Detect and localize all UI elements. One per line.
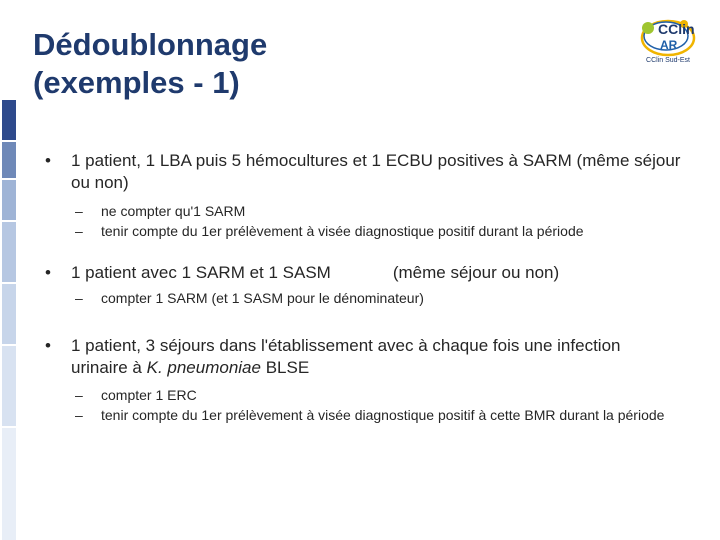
bullet-text-part: 1 patient avec 1 SARM et 1 SASM: [71, 263, 331, 282]
slide-title: [33, 26, 593, 102]
sub-symbol: –: [75, 203, 83, 219]
stripe-segment: [2, 346, 16, 426]
sub-text: compter 1 SARM (et 1 SASM pour le dénominateur): [101, 290, 424, 306]
logo-sub-mark: AR: [660, 38, 678, 52]
title-line-1: Dédoublonnage: [33, 27, 268, 62]
sub-text: ne compter qu'1 SARM: [101, 203, 246, 219]
bullet-symbol: •: [45, 151, 51, 170]
bullet-text-part: 1 patient, 3 séjours dans l'établissement avec à chaque fois une infection urinaire à: [71, 336, 621, 377]
stripe-segment: [2, 142, 16, 178]
sub-text: tenir compte du 1er prélèvement à visée diagnostique positif à cette BMR durant la période: [101, 407, 665, 423]
bullet-text-part: BLSE: [265, 358, 310, 377]
title-line-2: (exemples - 1): [33, 65, 240, 100]
sub-text: tenir compte du 1er prélèvement à visée diagnostique positif durant la période: [101, 223, 584, 239]
stripe-segment: [2, 100, 16, 140]
stripe-segment: [2, 180, 16, 220]
bullet-symbol: •: [45, 336, 51, 355]
bullet-text: [71, 262, 681, 284]
sub-text: compter 1 ERC: [101, 387, 197, 403]
stripe-segment: [2, 284, 16, 344]
logo-mark: CClin: [658, 21, 695, 37]
sub-symbol: –: [75, 223, 83, 239]
sub-symbol: –: [75, 407, 83, 423]
sub-symbol: –: [75, 387, 83, 403]
sub-symbol: –: [75, 290, 83, 306]
stripe-segment: [2, 222, 16, 282]
bullet-text: 1 patient, 1 LBA puis 5 hémocultures et 1 ECBU positives à SARM (même séjour ou non): [71, 151, 681, 192]
logo-caption: CClin Sud-Est: [646, 57, 690, 64]
bullet-text-part: (même séjour ou non): [392, 263, 560, 282]
stripe-segment: [2, 428, 16, 540]
bullet-text-italic: K. pneumoniae: [146, 358, 261, 377]
bullet-text: [71, 335, 681, 379]
bullet-symbol: •: [45, 263, 51, 282]
decorative-stripe: [0, 0, 20, 540]
